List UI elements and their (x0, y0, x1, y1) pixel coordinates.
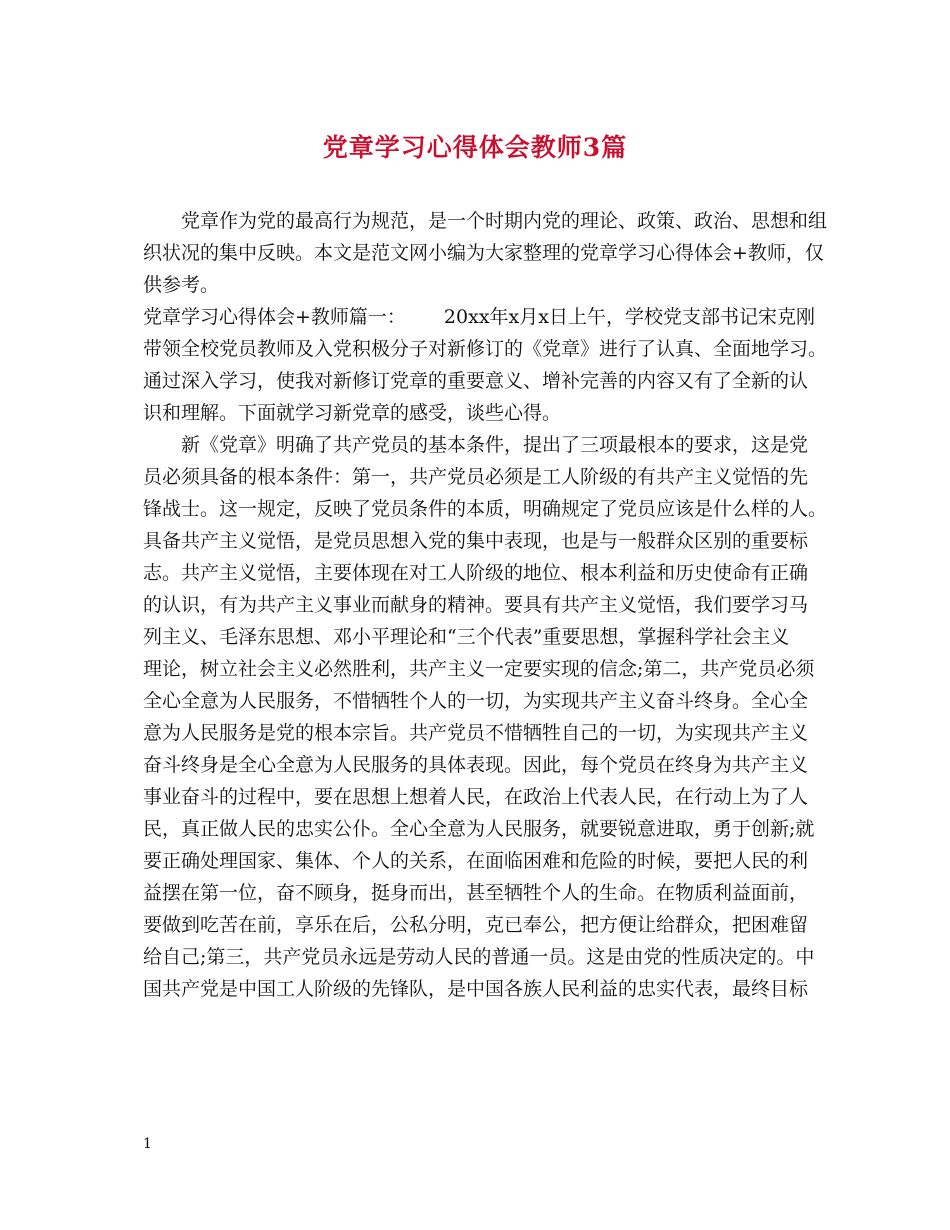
body-line-text: 全心全意为人民服务，不惜牺牲个人的一切，为实现共产主义奋斗终身。全心全 (143, 690, 809, 712)
body-line-text: 员必须具备的根本条件：第一，共产党员必须是工人阶级的有共产主义觉悟的先 (143, 466, 809, 488)
body-line-text: 国共产党是中国工人阶级的先锋队，是中国各族人民利益的忠实代表，最终目标 (143, 978, 809, 1000)
body-line (143, 941, 823, 973)
body-line-text: 要做到吃苦在前，享乐在后，公私分明，克已奉公，把方便让给群众，把困难留 (143, 914, 809, 936)
document-body (143, 205, 828, 1005)
body-line (143, 781, 823, 813)
body-line-text: 给自己;第三，共产党员永远是劳动人民的普通一员。这是由党的性质决定的。中 (143, 946, 815, 968)
body-line (143, 653, 823, 685)
body-line (143, 301, 823, 333)
body-line (143, 749, 823, 781)
body-line (143, 557, 823, 589)
body-line-text: 益摆在第一位，奋不顾身，挺身而出，甚至牺牲个人的生命。在物质利益面前， (143, 882, 809, 904)
body-line (143, 365, 823, 397)
body-line (143, 461, 823, 493)
body-line (143, 237, 823, 269)
body-line (143, 621, 823, 653)
body-line-text: 事业奋斗的过程中，要在思想上想着人民，在政治上代表人民，在行动上为了人 (143, 786, 809, 808)
body-line (143, 333, 828, 365)
body-line (143, 717, 823, 749)
body-line (143, 429, 823, 461)
body-line-text: 供参考。 (143, 274, 220, 296)
body-line-text: 带领全校党员教师及入党积极分子对新修订的《党章》进行了认真、全面地学习。 (143, 338, 828, 360)
body-line-text: 要正确处理国家、集体、个人的关系，在面临困难和危险的时候，要把人民的利 (143, 850, 809, 872)
body-line-text: 识和理解。下面就学习新党章的感受，谈些心得。 (143, 402, 562, 424)
body-line (143, 813, 823, 845)
body-line (143, 205, 828, 237)
body-line (143, 589, 823, 621)
body-line-tail-text: 20xx年x月x日上午，学校党支部书记宋克刚 (443, 306, 815, 328)
body-line (143, 909, 823, 941)
body-line-text: 具备共产主义觉悟，是党员思想入党的集中表现，也是与一般群众区别的重要标 (143, 530, 809, 552)
document-title: 党章学习心得体会教师3篇 (322, 133, 628, 162)
body-line-text: 通过深入学习，使我对新修订党章的重要意义、增补完善的内容又有了全新的认 (143, 370, 809, 392)
body-line (143, 269, 823, 301)
body-line (143, 877, 823, 909)
body-line (143, 397, 823, 429)
body-line-text: 志。共产主义觉悟，主要体现在对工人阶级的地位、根本利益和历史使命有正确 (143, 562, 809, 584)
body-line-text: 党章作为党的最高行为规范，是一个时期内党的理论、政策、政治、思想和组 (181, 210, 828, 232)
body-line-text: 织状况的集中反映。本文是范文网小编为大家整理的党章学习心得体会+教师，仅 (143, 242, 824, 264)
body-line-text: 列主义、毛泽东思想、邓小平理论和“三个代表”重要思想，掌握科学社会主义 (143, 626, 790, 648)
body-line-text: 的认识，有为共产主义事业而献身的精神。要具有共产主义觉悟，我们要学习马 (143, 594, 809, 616)
body-line-text: 党章学习心得体会+教师篇一： (143, 306, 406, 328)
body-line (143, 973, 823, 1005)
body-line-text: 锋战士。这一规定，反映了党员条件的本质，明确规定了党员应该是什么样的人。 (143, 498, 828, 520)
body-line-text: 意为人民服务是党的根本宗旨。共产党员不惜牺牲自己的一切，为实现共产主义 (143, 722, 809, 744)
body-line-text: 民，真正做人民的忠实公仆。全心全意为人民服务，就要锐意进取，勇于创新;就 (143, 818, 815, 840)
body-line-text: 理论，树立社会主义必然胜利，共产主义一定要实现的信念;第二，共产党员必须 (143, 658, 815, 680)
page-number: 1 (143, 1136, 152, 1152)
body-line (143, 493, 828, 525)
body-line (143, 845, 823, 877)
body-line-text: 新《党章》明确了共产党员的基本条件，提出了三项最根本的要求，这是党 (181, 434, 809, 456)
body-line (143, 525, 823, 557)
body-line (143, 685, 823, 717)
body-line-text: 奋斗终身是全心全意为人民服务的具体表现。因此，每个党员在终身为共产主义 (143, 754, 809, 776)
